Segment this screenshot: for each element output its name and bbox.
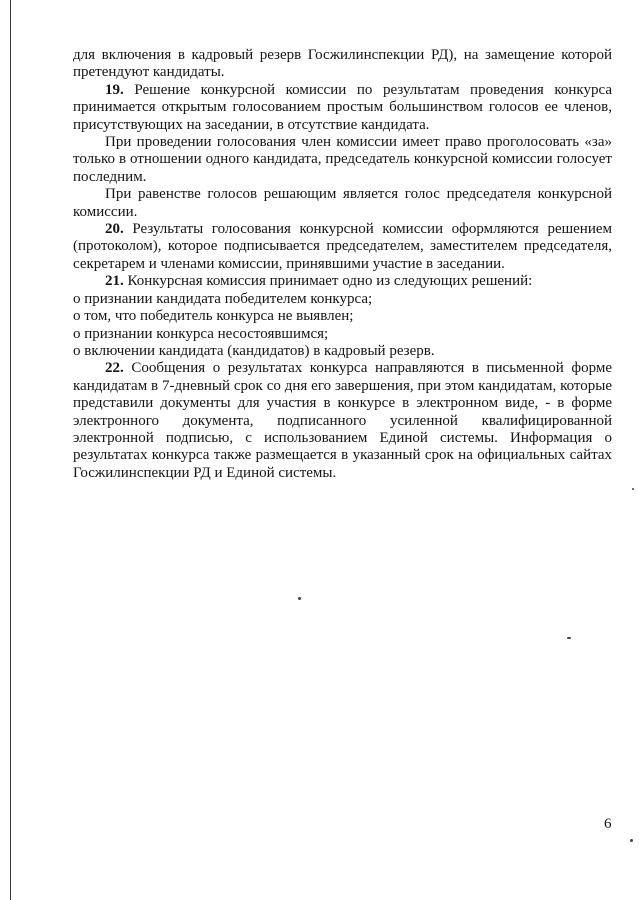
- decision-item-text: о том, что победитель конкурса не выявлен;: [73, 308, 354, 325]
- decision-item: [73, 291, 612, 308]
- paragraph-text: для включения в кадровый резерв Госжилинспекции РД), на замещение которой претендуют кандидаты.: [73, 47, 612, 81]
- clause-text: Результаты голосования конкурсной комиссии оформляются решением (протоколом), которое подписывается председателем, заместителем председателя, секретарем и членами комиссии, принявшими участие в заседании.: [73, 221, 613, 272]
- paragraph-text: При проведении голосования член комиссии имеет право проголосовать «за» только в отношении одного кандидата, председатель конкурсной комиссии голосует последним.: [73, 134, 612, 185]
- clause-22: [73, 360, 612, 482]
- clause-number: 21.: [105, 273, 124, 290]
- scan-speck: [630, 839, 633, 842]
- decision-item-text: о признании кандидата победителем конкурса;: [73, 290, 373, 307]
- scan-speck: [632, 488, 634, 490]
- clause-text: Решение конкурсной комиссии по результатам проведения конкурса принимается открытым голосованием простым большинством голосов ее членов, присутствующих на заседании, в отсутствие кандидата.: [73, 81, 612, 133]
- decision-item-text: о признании конкурса несостоявшимся;: [73, 325, 329, 342]
- decision-item-text: о включении кандидата (кандидатов) в кадровый резерв.: [73, 342, 435, 359]
- scan-speck: [567, 637, 571, 639]
- decision-item: [73, 326, 612, 343]
- clause-19: [73, 82, 612, 134]
- clause-20: [73, 221, 612, 273]
- document-page: [73, 47, 612, 482]
- paragraph-tie-rule: [73, 186, 612, 221]
- paragraph-voting-rule: [73, 134, 612, 186]
- scan-edge-line: [10, 0, 11, 900]
- decision-item: [73, 343, 612, 360]
- clause-21: [73, 273, 612, 290]
- paragraph-continuation: [73, 47, 612, 82]
- paragraph-text: При равенстве голосов решающим является голос председателя конкурсной комиссии.: [73, 186, 612, 220]
- decision-item: [73, 308, 612, 325]
- clause-text: Конкурсная комиссия принимает одно из следующих решений:: [127, 273, 533, 290]
- clause-number: 22.: [105, 360, 124, 377]
- clause-number: 19.: [105, 81, 124, 98]
- scan-speck: [298, 597, 301, 600]
- clause-text: Сообщения о результатах конкурса направляются в письменной форме кандидатам в 7-дневный срок со дня его завершения, при этом кандидатам, которые представили документы для участия в конкурсе в электронном виде, - в форме электронного документа, подписанного усиленной квалифицированной электронной подписью, с использованием Единой системы. Информация о результатах конкурса также размещается в указанный срок на официальных сайтах Госжилинспекции РД и Единой системы.: [73, 360, 612, 481]
- clause-number: 20.: [105, 221, 124, 238]
- page-number: 6: [604, 816, 612, 832]
